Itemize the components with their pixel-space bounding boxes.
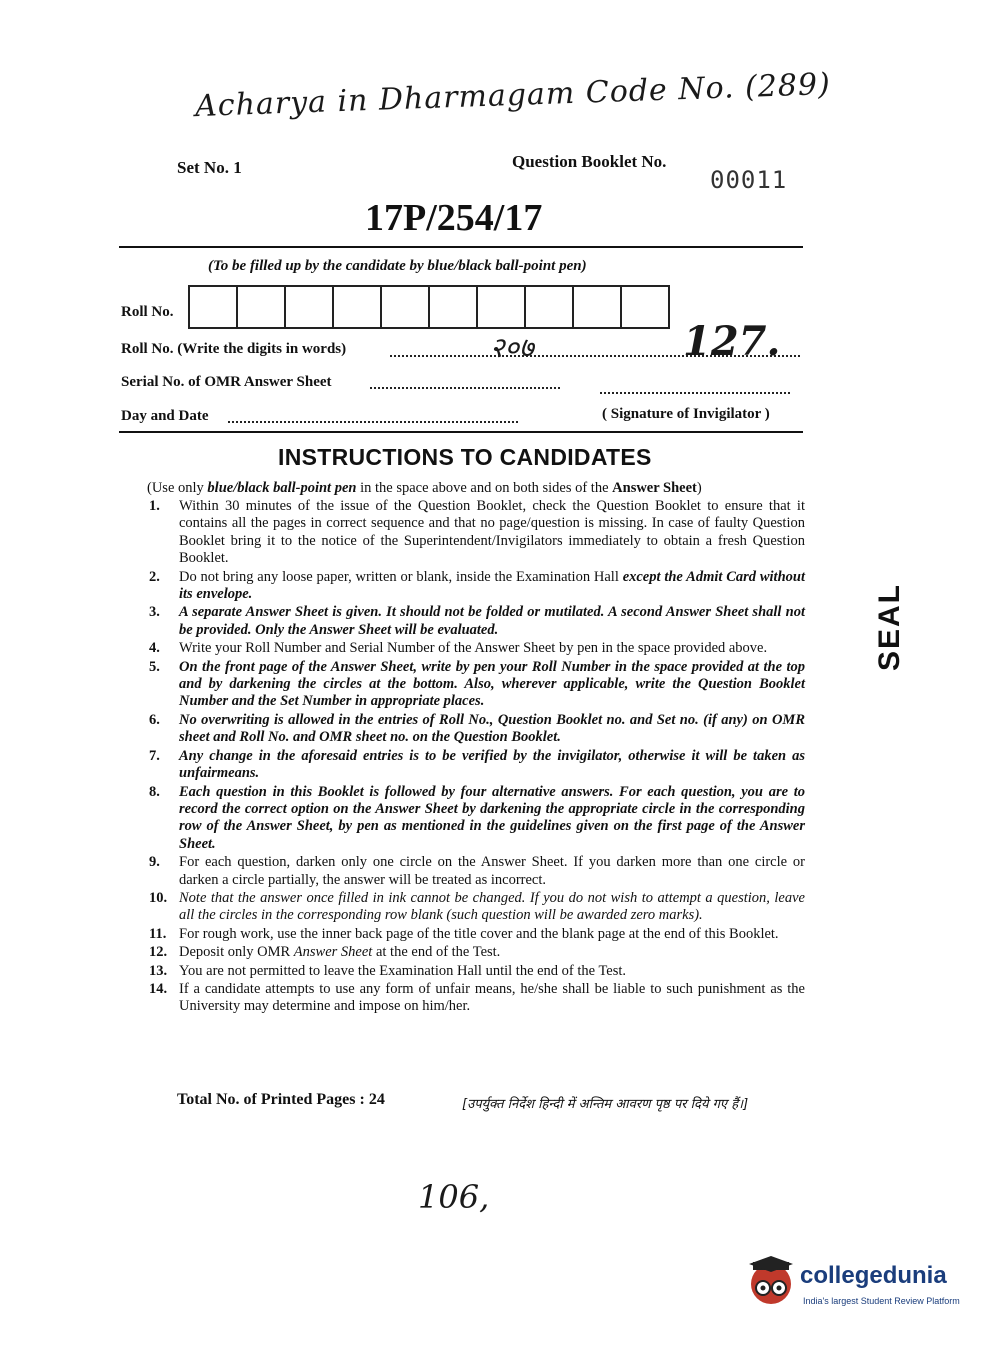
fill-note: (To be filled up by the candidate by blue/black ball-point pen) — [208, 258, 587, 274]
list-item: 3. A separate Answer Sheet is given. It should not be folded or mutilated. A second Answer Sheet shall not be provided. Only the Answer Sheet will be evaluated. — [149, 604, 805, 638]
list-item: 8. Each question in this Booklet is followed by four alternative answers. For each question, you are to record the correct option on the Answer Sheet by darkening the appropriate circle in the corresponding row of the Answer Sheet, by pen as mentioned in the guidelines given on the first page of the Answer Sheet. — [149, 783, 805, 852]
roll-digit-box[interactable] — [190, 287, 238, 327]
instructions-title: INSTRUCTIONS TO CANDIDATES — [278, 444, 652, 470]
serial-omr-field[interactable] — [370, 387, 560, 389]
roll-digit-box[interactable] — [238, 287, 286, 327]
paper-code: 17P/254/17 — [365, 197, 543, 239]
serial-omr-label: Serial No. of OMR Answer Sheet — [121, 374, 332, 390]
set-number: Set No. 1 — [177, 158, 242, 177]
roll-words-label: Roll No. (Write the digits in words) — [121, 341, 347, 357]
roll-digit-box[interactable] — [526, 287, 574, 327]
list-item: 12. Deposit only OMR Answer Sheet at the end of the Test. — [149, 944, 501, 961]
list-item: 6. No overwriting is allowed in the entries of Roll No., Question Booklet no. and Set no. (if any) on OMR sheet and Roll No. and OMR sheet no. on the Question Booklet. — [149, 711, 805, 746]
top-rule — [119, 246, 803, 248]
roll-digit-box[interactable] — [382, 287, 430, 327]
collegedunia-logo-text: collegedunia — [800, 1262, 947, 1289]
instructions-intro: (Use only blue/black ball-point pen in the space above and on both sides of the Answer Sheet) — [147, 480, 702, 496]
list-item: 11. For rough work, use the inner back page of the title cover and the blank page at the end of this Booklet. — [149, 925, 779, 942]
list-item: 7. Any change in the aforesaid entries is to be verified by the invigilator, otherwise it will be taken as unfairmeans. — [149, 747, 805, 782]
roll-no-boxes[interactable] — [188, 285, 670, 329]
roll-digit-box[interactable] — [574, 287, 622, 327]
list-item: 9. For each question, darken only one circle on the Answer Sheet. If you darken more than one circle or darken a circle partially, the answer will be treated as incorrect. — [149, 854, 805, 888]
collegedunia-mascot-icon — [743, 1254, 799, 1310]
hindi-note: [उपर्युक्त निर्देश हिन्दी में अन्तिम आवरण पृष्ठ पर दिये गए हैं।] — [462, 1097, 749, 1112]
list-item: 14. If a candidate attempts to use any form of unfair means, he/she shall be liable to such punishment as the University may determine and impose on him/her. — [149, 980, 805, 1015]
question-booklet-number: 00011 — [710, 166, 788, 194]
list-item: 13. You are not permitted to leave the Examination Hall until the end of the Test. — [149, 962, 627, 979]
roll-digit-box[interactable] — [430, 287, 478, 327]
list-item: 2. Do not bring any loose paper, written or blank, inside the Examination Hall except the Admit Card without its envelope. — [149, 568, 805, 603]
handwritten-roll-number: 127. — [683, 318, 781, 365]
collegedunia-tagline: India's largest Student Review Platform — [803, 1296, 960, 1306]
roll-digit-box[interactable] — [622, 287, 668, 327]
list-item: 5. On the front page of the Answer Sheet, write by pen your Roll Number in the space provided at the top and by darkening the circles at the bottom. Also, wherever applicable, write the Question Booklet Number and the Set Number in appropriate places. — [149, 658, 805, 710]
day-date-label: Day and Date — [121, 408, 209, 424]
roll-digit-box[interactable] — [478, 287, 526, 327]
signature-label: ( Signature of Invigilator ) — [602, 406, 770, 422]
day-date-field[interactable] — [228, 421, 518, 423]
handwritten-roll-words: २०७ — [490, 331, 534, 364]
seal-label: SEAL — [873, 582, 907, 672]
list-item: 4. Write your Roll Number and Serial Number of the Answer Sheet by pen in the space provided above. — [149, 640, 768, 657]
instructions-list — [147, 498, 805, 1017]
printed-pages: Total No. of Printed Pages : 24 — [177, 1091, 385, 1108]
list-item: 10. Note that the answer once filled in ink cannot be changed. If you do not wish to attempt a question, leave all the circles in the corresponding row blank (such question will be awarded zero marks). — [149, 889, 805, 924]
roll-digit-box[interactable] — [334, 287, 382, 327]
signature-field[interactable] — [600, 392, 790, 394]
roll-digit-box[interactable] — [286, 287, 334, 327]
form-bottom-rule — [119, 431, 803, 433]
roll-no-label: Roll No. — [121, 304, 174, 320]
handwritten-bottom-number: 106, — [418, 1178, 490, 1216]
question-booklet-label: Question Booklet No. — [512, 152, 667, 171]
list-item: 1. Within 30 minutes of the issue of the Question Booklet, check the Question Booklet to ensure that it contains all the pages in correct sequence and that no page/question is missing. In case of faulty Question Booklet bring it to the notice of the Superintendent/Invigilators immediately to obtain a fresh Question Booklet. — [149, 498, 805, 567]
handwritten-header: Acharya in Dharmagam Code No. (289) — [194, 66, 832, 125]
